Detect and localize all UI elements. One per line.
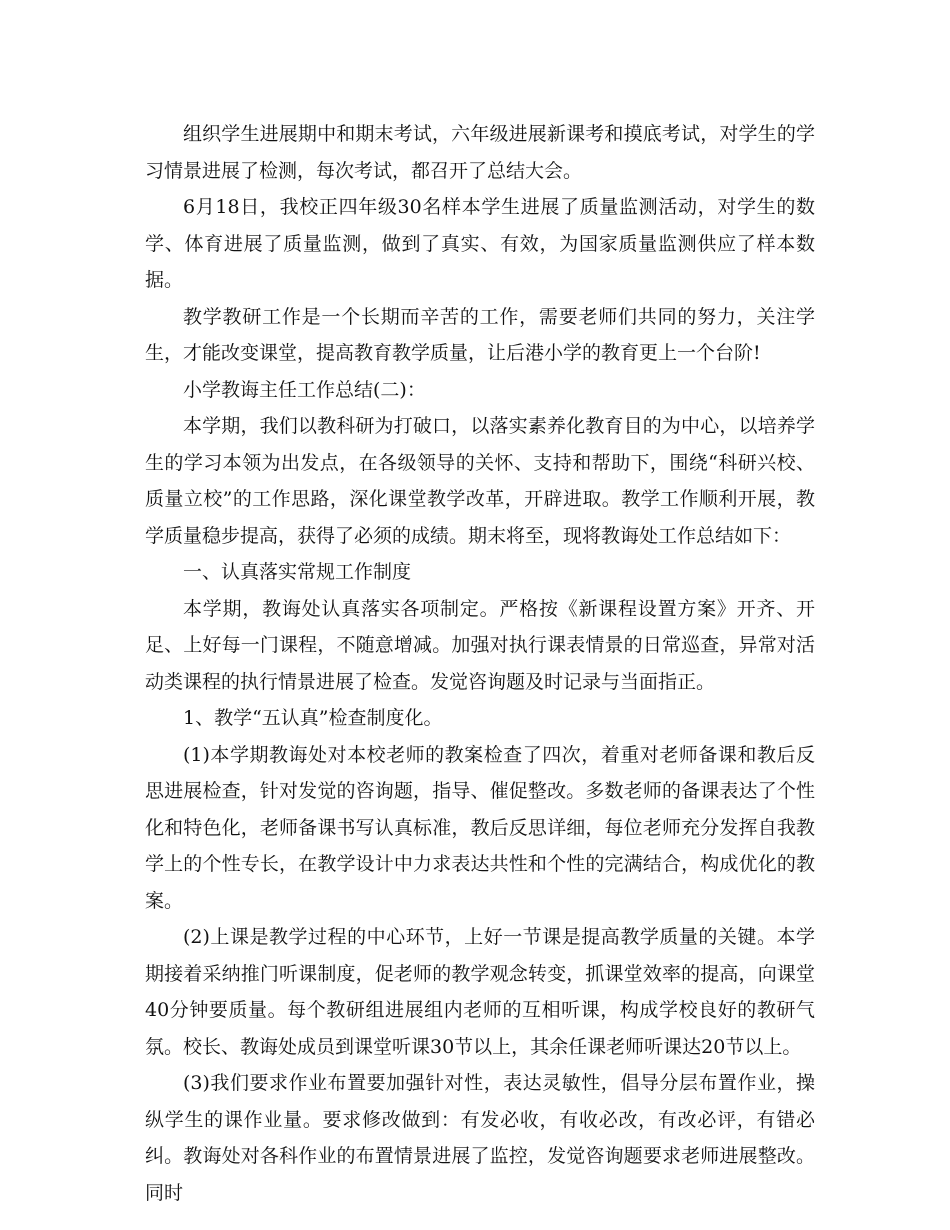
- paragraph-teaching-research: 教学教研工作是一个长期而辛苦的工作，需要老师们共同的努力，关注学生，才能改变课堂，提高教育教学质量，让后港小学的教育更上一个台阶!: [145, 305, 815, 364]
- paragraph-semester-intro: 本学期，我们以教科研为打破口，以落实素养化教育目的为中心，以培养学生的学习本领为出发点，在各级领导的关怀、支持和帮助下，围绕“科研兴校、质量立校”的工作思路，深化课堂教学改革，开辟进取。教学工作顺利开展，教学质量稳步提高，获得了必须的成绩。期末将至，现将教诲处工作总结如下：: [145, 415, 815, 547]
- heading-routine-system: 一、认真落实常规工作制度: [183, 561, 412, 583]
- section-title-summary-two: 小学教诲主任工作总结(二)：: [183, 378, 426, 401]
- paragraph-curriculum: 本学期，教诲处认真落实各项制定。严格按《新课程设置方案》开齐、开足、上好每一门课程，不随意增减。加强对执行课表情景的日常巡查，异常对活动类课程的执行情景进展了检查。发觉咨询题及时记录与当面指正。: [145, 597, 815, 693]
- document-body: [145, 116, 815, 1211]
- paragraph-homework: (3)我们要求作业布置要加强针对性，表达灵敏性，倡导分层布置作业，操纵学生的课作业量。要求修改做到：有发必收，有收必改，有改必评，有错必纠。教诲处对各科作业的布置情景进展了监控，发觉咨询题要求老师进展整改。同时: [145, 1072, 815, 1204]
- heading-five-earnest: 1、教学“五认真”检查制度化。: [183, 707, 443, 729]
- paragraph-exam-organization: 组织学生进展期中和期末考试，六年级进展新课考和摸底考试，对学生的学习情景进展了检测，每次考试，都召开了总结大会。: [145, 123, 815, 182]
- paragraph-quality-monitoring: 6月18日，我校正四年级30名样本学生进展了质量监测活动，对学生的数学、体育进展了质量监测，做到了真实、有效，为国家质量监测供应了样本数据。: [145, 196, 815, 291]
- paragraph-lesson-plans: (1)本学期教诲处对本校老师的教案检查了四次，着重对老师备课和教后反思进展检查，针对发觉的咨询题，指导、催促整改。多数老师的备课表达了个性化和特色化，老师备课书写认真标准，教后反思详细，每位老师充分发挥自我教学上的个性专长，在教学设计中力求表达共性和个性的完满结合，构成优化的教案。: [145, 743, 815, 912]
- paragraph-class-observation: (2)上课是教学过程的中心环节，上好一节课是提高教学质量的关键。本学期接着采纳推门听课制度，促老师的教学观念转变，抓课堂效率的提高，向课堂40分钟要质量。每个教研组进展组内老师的互相听课，构成学校良好的教研气氛。校长、教诲处成员到课堂听课30节以上，其余任课老师听课达20节以上。: [145, 926, 815, 1058]
